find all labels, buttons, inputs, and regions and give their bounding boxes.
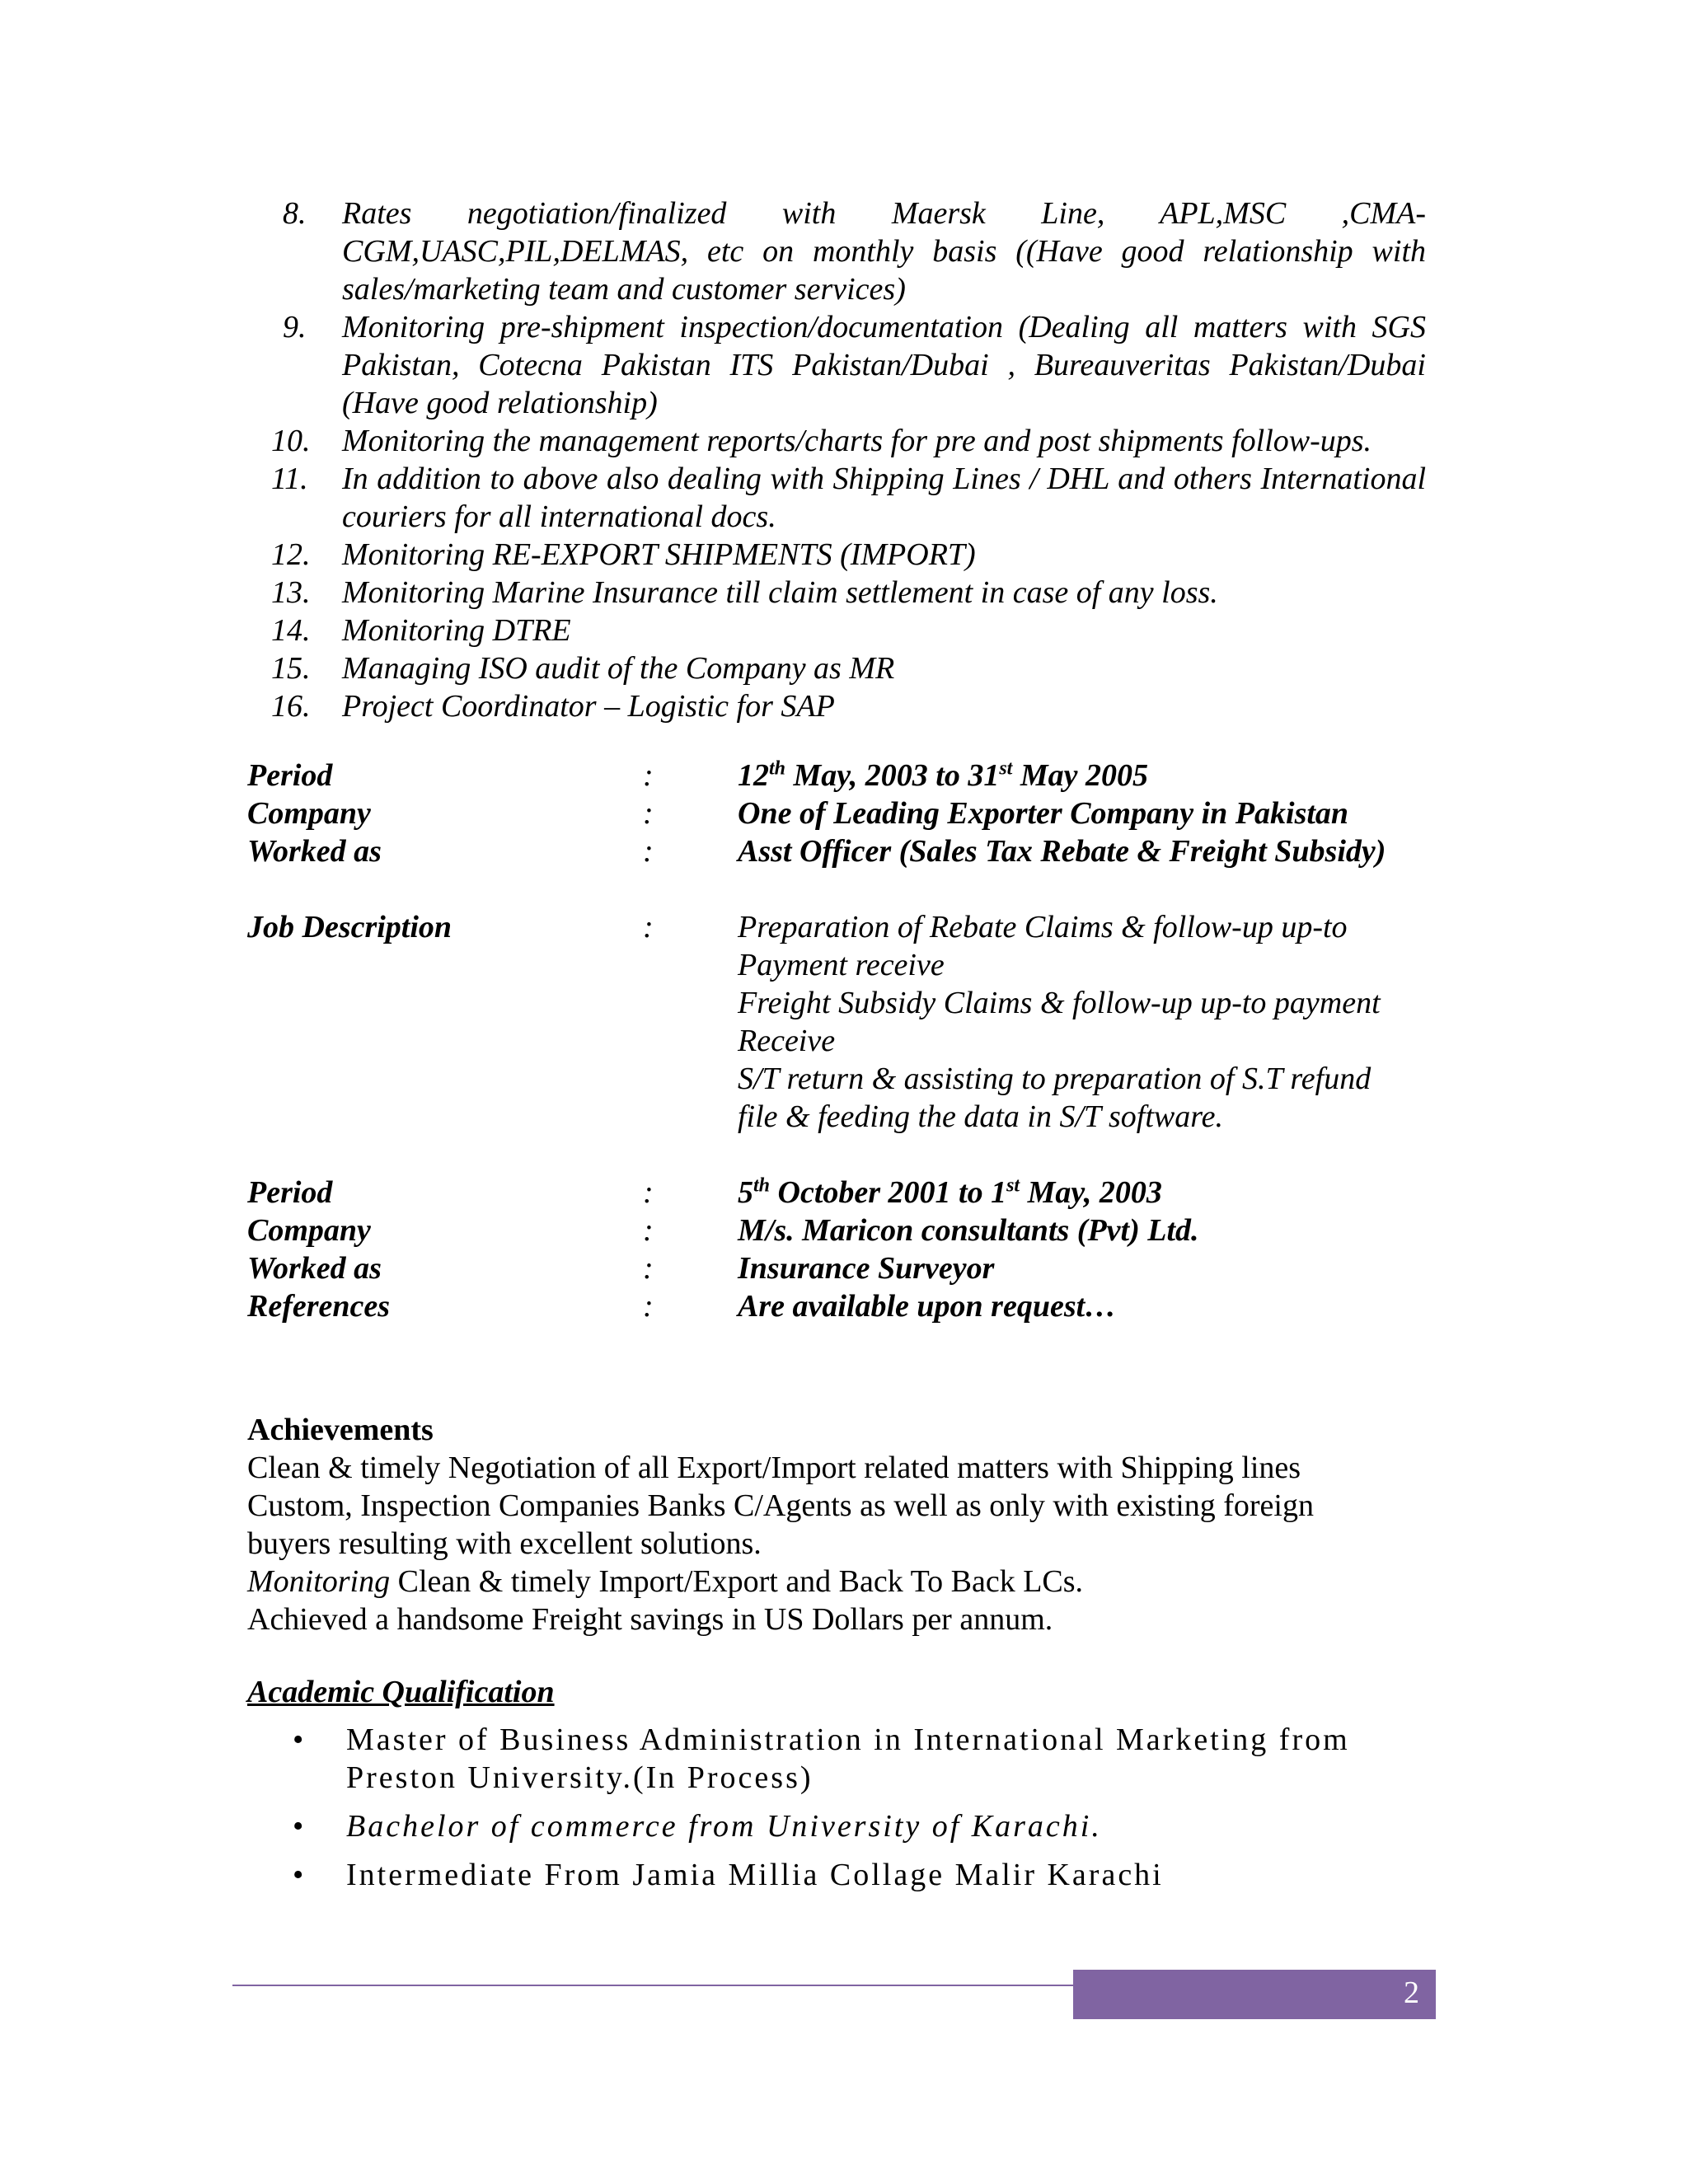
job-2-worked: Insurance Surveyor [738, 1251, 995, 1286]
page-number: 2 [1404, 1975, 1419, 2010]
list-item: 15. Managing ISO audit of the Company as MR [271, 651, 895, 686]
duty-text: In addition to above also dealing with Shipping Lines / DHL and others International couriers for all international docs. [342, 462, 1426, 534]
bullet-icon: • [293, 1809, 304, 1844]
list-item: 13. Monitoring Marine Insurance till claim settlement in case of any loss. [271, 575, 1218, 610]
list-item: 14. Monitoring DTRE [271, 613, 571, 648]
job-1-worked: Asst Officer (Sales Tax Rebate & Freight Subsidy) [738, 834, 1386, 869]
job-2-period-row: Period : 5th October 2001 to 1st May, 2003 [247, 1174, 1442, 1212]
academic-list [293, 1721, 1447, 1905]
job-1-description: Preparation of Rebate Claims & follow-up up-to Payment receive Freight Subsidy Claims & follow-up up-to payment Receive S/T return & assisting to preparation of S.T refund file & feeding the data in S/T software. [738, 910, 1381, 1134]
achievements-line: Achieved a handsome Freight savings in US Dollars per annum. [247, 1602, 1053, 1637]
achievements-section [247, 1411, 1442, 1638]
job-2-company-row: Company : M/s. Maricon consultants (Pvt) Ltd. [247, 1212, 1442, 1249]
duty-text: Monitoring Marine Insurance till claim settlement in case of any loss. [342, 575, 1218, 610]
list-item: 11. In addition to above also dealing with Shipping Lines / DHL and others International couriers for all international docs. [271, 462, 1426, 534]
job-1-description-row: Job Description : Preparation of Rebate Claims & follow-up up-to Payment receive Freight Subsidy Claims & follow-up up-to payment Receive S/T return & assisting to preparation of S.T refund file & feeding the data in S/T software. [247, 908, 1442, 1136]
job-2-period: 5th October 2001 to 1st May, 2003 [738, 1174, 1162, 1210]
job-2-references: Are available upon request… [738, 1289, 1117, 1324]
duty-text: Project Coordinator – Logistic for SAP [342, 689, 835, 724]
duty-text: Monitoring pre-shipment inspection/documentation (Dealing all matters with SGS Pakistan, Cotecna Pakistan ITS Pakistan/Dubai , Bureauveritas Pakistan/Dubai (Have good relationship) [342, 310, 1426, 420]
list-item: 8. Rates negotiation/finalized with Maersk Line, APL,MSC ,CMA-CGM,UASC,PIL,DELMAS, etc on monthly basis ((Have good relationship with sales/marketing team and customer services) [283, 196, 1426, 307]
achievements-line: Custom, Inspection Companies Banks C/Agents as well as only with existing foreign [247, 1488, 1314, 1523]
job-1-company: One of Leading Exporter Company in Pakistan [738, 796, 1349, 831]
job-1-worked-row: Worked as : Asst Officer (Sales Tax Rebate & Freight Subsidy) [247, 832, 1442, 870]
footer-rule [232, 1985, 1073, 1986]
bullet-icon: • [293, 1722, 304, 1757]
duty-text: Monitoring RE-EXPORT SHIPMENTS (IMPORT) [342, 537, 976, 572]
job-1-period: 12th May, 2003 to 31st May 2005 [738, 757, 1148, 793]
job-1-period-row: Period : 12th May, 2003 to 31st May 2005 [247, 757, 1442, 794]
duties-list [271, 194, 1426, 725]
job-2-worked-row: Worked as : Insurance Surveyor [247, 1249, 1442, 1287]
page-number-box [1073, 1970, 1436, 2019]
duty-text: Monitoring DTRE [342, 613, 571, 648]
duty-text: Monitoring the management reports/charts for pre and post shipments follow-ups. [342, 424, 1372, 458]
list-item: • Master of Business Administration in International Marketing from Preston University.(In Process) [293, 1722, 1350, 1795]
bullet-icon: • [293, 1858, 304, 1892]
list-item: 10. Monitoring the management reports/charts for pre and post shipments follow-ups. [271, 424, 1372, 458]
duty-text: Rates negotiation/finalized with Maersk Line, APL,MSC ,CMA-CGM,UASC,PIL,DELMAS, etc on monthly basis ((Have good relationship with sales/marketing team and customer services) [342, 196, 1426, 307]
job-1-company-row: Company : One of Leading Exporter Company in Pakistan [247, 794, 1442, 832]
duty-text: Managing ISO audit of the Company as MR [342, 651, 895, 686]
job-1-block [247, 757, 1442, 1136]
list-item: • Bachelor of commerce from University of Karachi. [293, 1809, 1102, 1844]
achievements-line: Monitoring Clean & timely Import/Export and Back To Back LCs. [247, 1564, 1084, 1599]
academic-section [247, 1673, 1442, 1711]
achievements-line: Clean & timely Negotiation of all Export/Import related matters with Shipping lines [247, 1451, 1301, 1485]
achievements-heading: Achievements [247, 1413, 434, 1447]
achievements-line: buyers resulting with excellent solutions. [247, 1526, 762, 1561]
job-2-block [247, 1174, 1442, 1325]
list-item: 9. Monitoring pre-shipment inspection/documentation (Dealing all matters with SGS Pakistan, Cotecna Pakistan ITS Pakistan/Dubai , Bureauveritas Pakistan/Dubai (Have good relationship) [283, 310, 1426, 420]
job-2-company: M/s. Maricon consultants (Pvt) Ltd. [738, 1213, 1199, 1248]
list-item: 12. Monitoring RE-EXPORT SHIPMENTS (IMPORT) [271, 537, 976, 572]
academic-heading: Academic Qualification [247, 1675, 555, 1709]
list-item: • Intermediate From Jamia Millia Collage Malir Karachi [293, 1858, 1164, 1892]
job-2-references-row: References : Are available upon request… [247, 1287, 1442, 1325]
list-item: 16. Project Coordinator – Logistic for SAP [271, 689, 835, 724]
